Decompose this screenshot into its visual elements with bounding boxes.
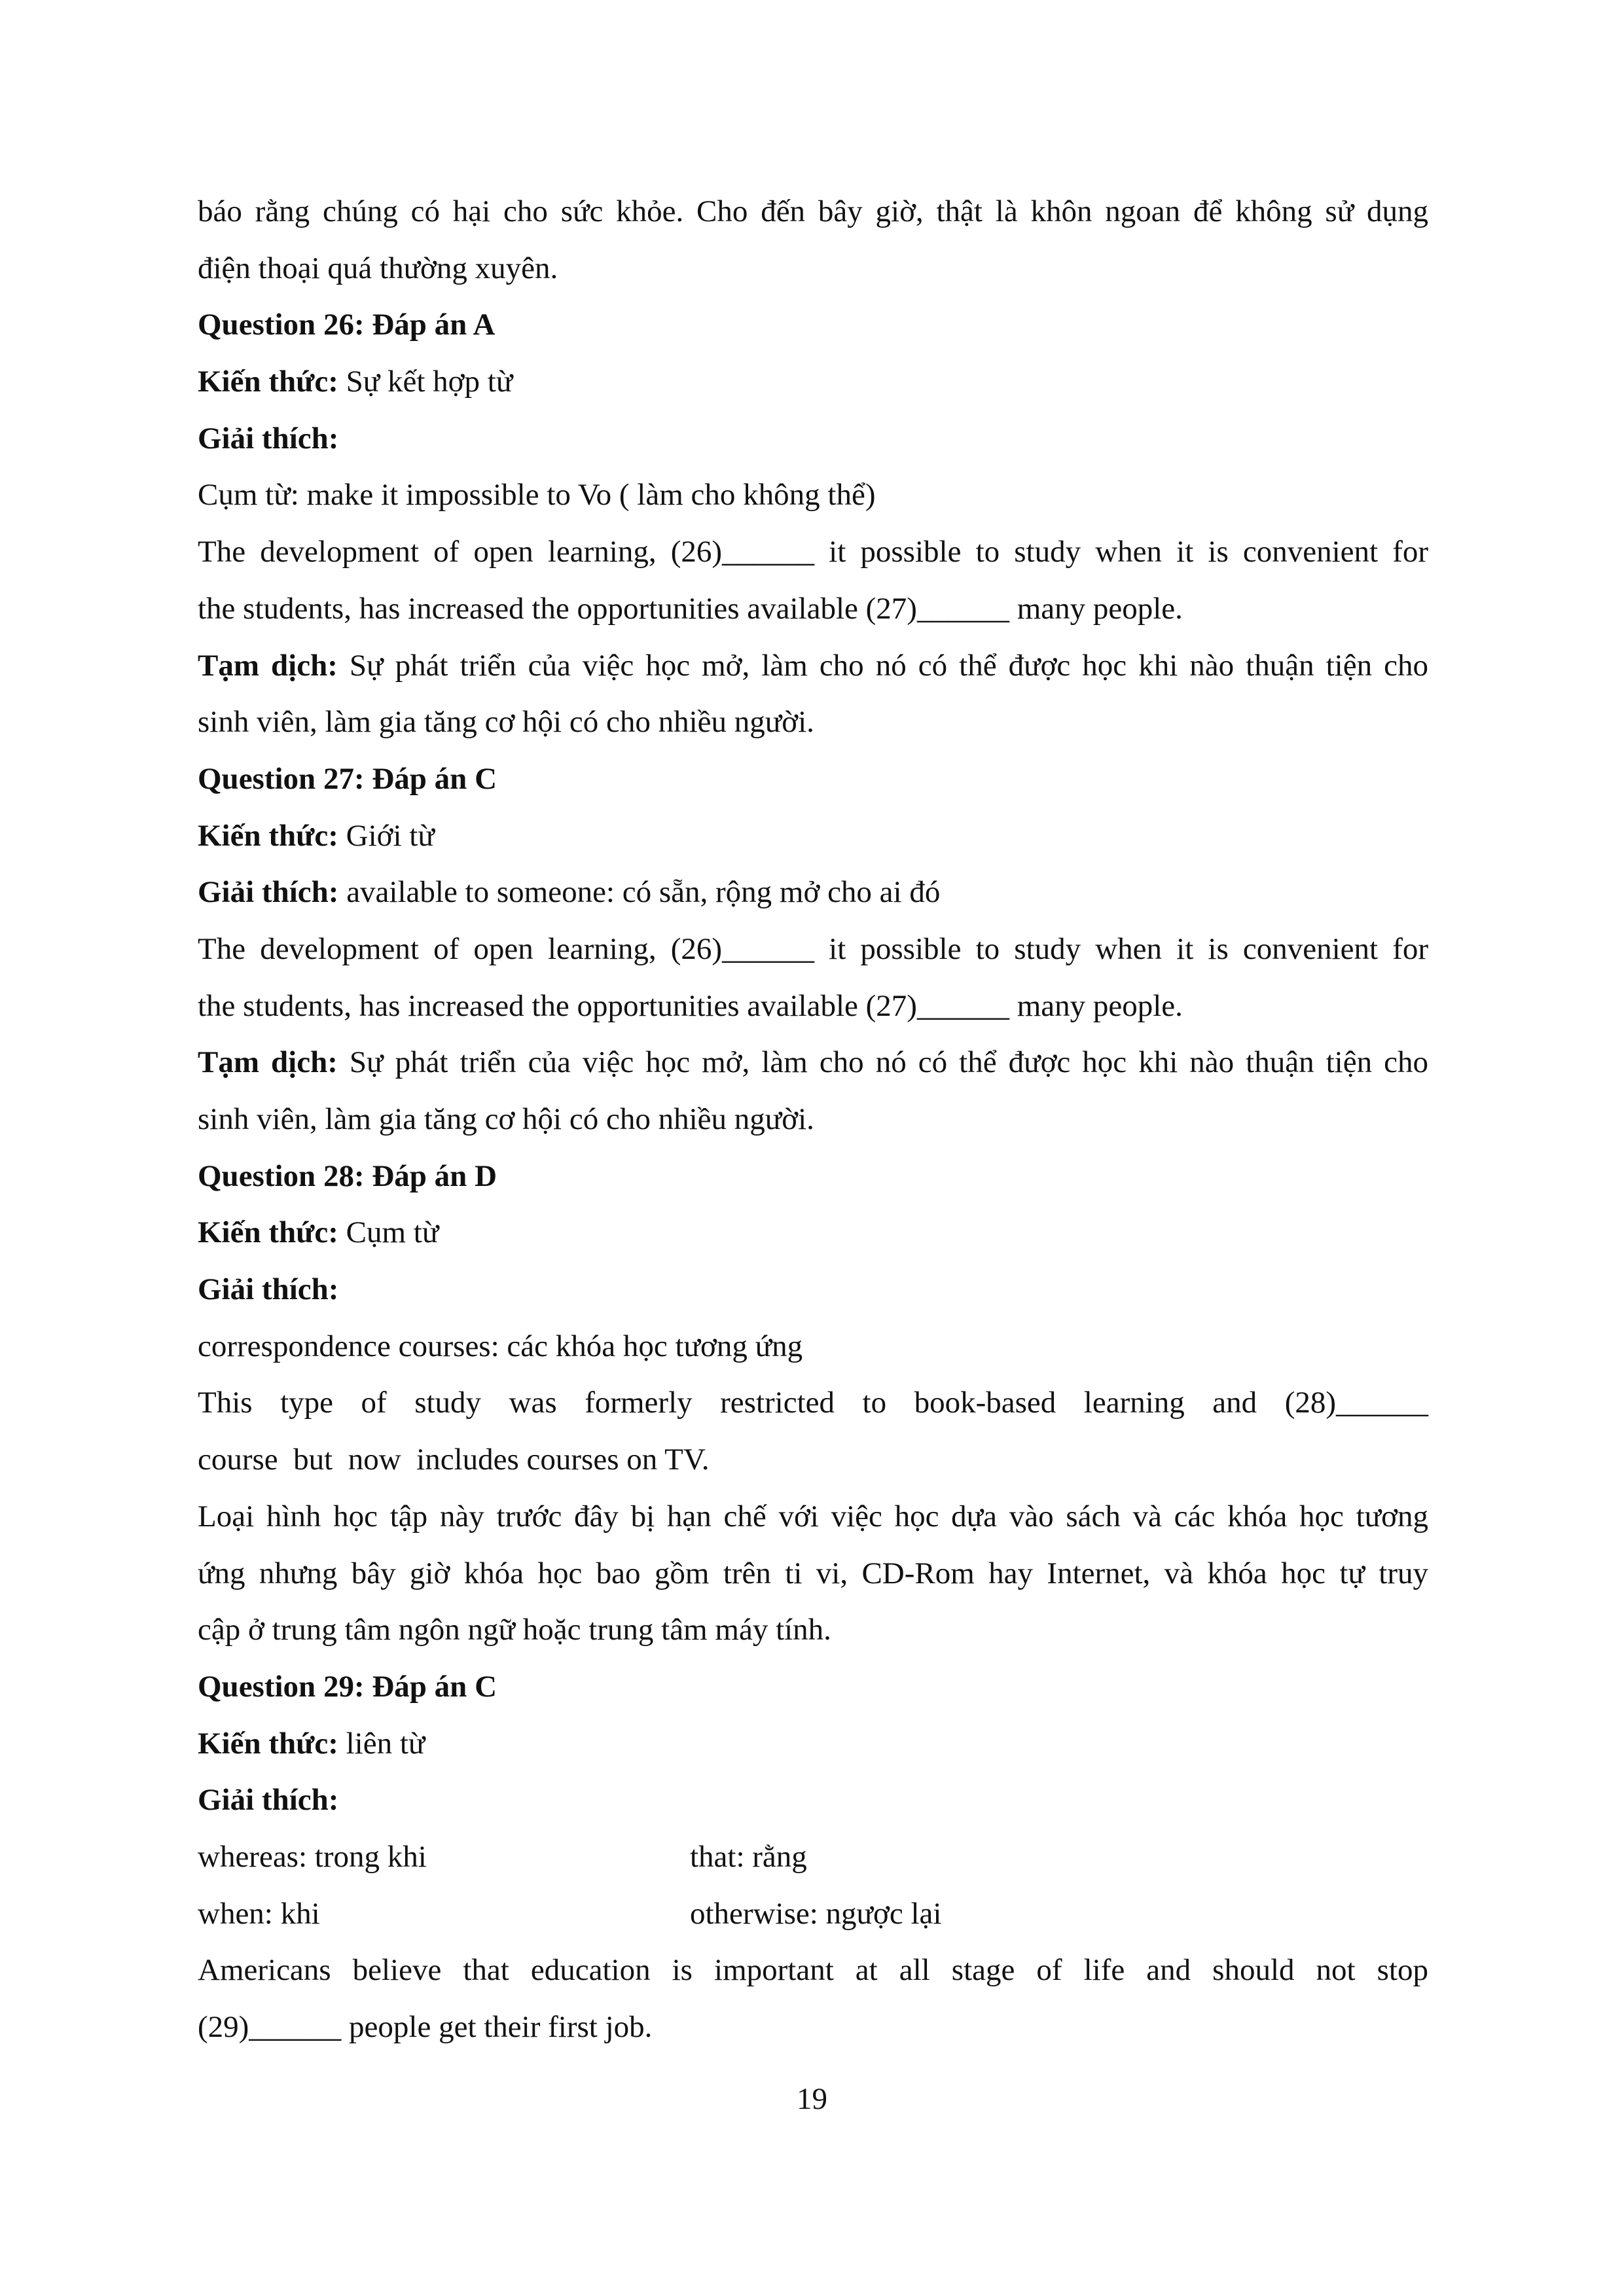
knowledge-label: Kiến thức: — [198, 818, 338, 853]
text-line: Loại hình học tập này trước đây bị hạn chế với việc học dựa vào sách và các khóa học tương — [198, 1499, 1428, 1534]
text-line: báo rằng chúng có hại cho sức khỏe. Cho đến bây giờ, thật là khôn ngoan để không sử dụng — [198, 194, 1428, 228]
q28-knowledge — [198, 1204, 1428, 1261]
q27-knowledge — [198, 808, 1428, 865]
knowledge-value: Sự kết hợp từ — [338, 365, 513, 399]
document-page — [198, 183, 1428, 2056]
knowledge-value: Giới từ — [338, 818, 435, 853]
knowledge-label: Kiến thức: — [198, 1215, 338, 1250]
explanation-value: available to someone: có sẵn, rộng mở cho ai đó — [338, 875, 941, 910]
option-row — [198, 1886, 1428, 1943]
text-line: Americans believe that education is important at all stage of life and should not stop — [198, 1953, 1428, 1988]
q26-knowledge — [198, 353, 1428, 410]
text-line: (29)______ people get their first job. — [198, 2010, 653, 2044]
text-line: course but now includes courses on TV. — [198, 1443, 710, 1477]
explanation-label: Giải thích: — [198, 1783, 339, 1818]
q26-translation — [198, 637, 1428, 694]
question-26-heading: Question 26: Đáp án A — [198, 308, 496, 342]
option-that: that: rằng — [690, 1839, 807, 1874]
text-line: sinh viên, làm gia tăng cơ hội có cho nhiều người. — [198, 705, 814, 740]
knowledge-value: Cụm từ — [338, 1215, 439, 1250]
text-line: Cụm từ: make it impossible to Vo ( làm cho không thể) — [198, 478, 876, 512]
knowledge-label: Kiến thức: — [198, 365, 338, 399]
text-line: The development of open learning, (26)______ it possible to study when it is convenient for — [198, 931, 1428, 966]
option-otherwise: otherwise: ngược lại — [690, 1896, 942, 1931]
q27-explanation — [198, 864, 1428, 921]
question-29-heading: Question 29: Đáp án C — [198, 1669, 497, 1704]
text-line: ứng nhưng bây giờ khóa học bao gồm trên ti vi, CD-Rom hay Internet, và khóa học tự truy — [198, 1556, 1428, 1590]
translation-label: Tạm dịch: — [198, 648, 338, 683]
knowledge-label: Kiến thức: — [198, 1726, 338, 1761]
text-line: The development of open learning, (26)______ it possible to study when it is convenient for — [198, 535, 1428, 569]
text-line: the students, has increased the opportunities available (27)______ many people. — [198, 591, 1183, 626]
explanation-label: Giải thích: — [198, 421, 339, 456]
option-row — [198, 1829, 1428, 1886]
question-27-heading: Question 27: Đáp án C — [198, 761, 497, 796]
text-line: correspondence courses: các khóa học tương ứng — [198, 1329, 803, 1363]
text-line: sinh viên, làm gia tăng cơ hội có cho nhiều người. — [198, 1102, 814, 1136]
page-number: 19 — [797, 2082, 827, 2116]
explanation-label: Giải thích: — [198, 1272, 339, 1307]
text-line: cập ở trung tâm ngôn ngữ hoặc trung tâm máy tính. — [198, 1613, 831, 1647]
translation-text: Sự phát triển của việc học mở, làm cho nó có thể được học khi nào thuận tiện cho — [337, 1045, 1428, 1080]
q29-knowledge — [198, 1715, 1428, 1772]
text-line: điện thoại quá thường xuyên. — [198, 251, 558, 285]
explanation-label: Giải thích: — [198, 875, 339, 910]
knowledge-value: liên từ — [338, 1726, 425, 1761]
translation-label: Tạm dịch: — [198, 1045, 338, 1080]
q27-translation — [198, 1034, 1428, 1091]
text-line: This type of study was formerly restricted to book-based learning and (28)______ — [198, 1386, 1428, 1420]
question-28-heading: Question 28: Đáp án D — [198, 1158, 497, 1193]
option-whereas: whereas: trong khi — [198, 1839, 427, 1874]
text-line: the students, has increased the opportunities available (27)______ many people. — [198, 988, 1183, 1023]
translation-text: Sự phát triển của việc học mở, làm cho nó có thể được học khi nào thuận tiện cho — [337, 648, 1428, 683]
option-when: when: khi — [198, 1896, 320, 1931]
